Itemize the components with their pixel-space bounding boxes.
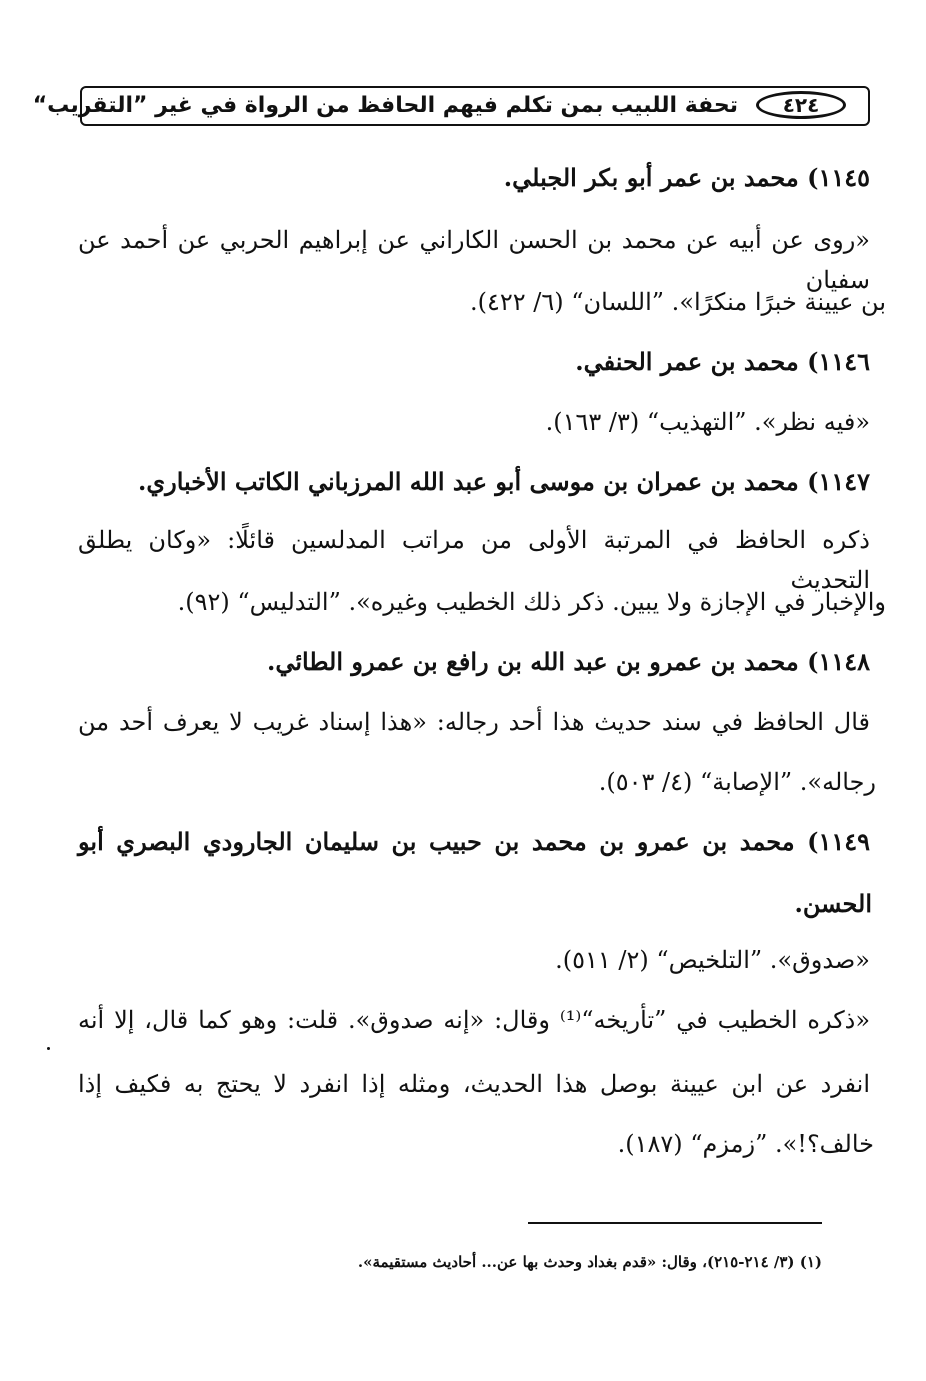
entry-1149-note-line-1: «ذكره الخطيب في ”تأريخه“⁽¹⁾ وقال: «إنه صدوق». قلت: وهو كما قال، إلا أنه [78, 1006, 871, 1034]
footnote-separator [528, 1222, 822, 1224]
entry-1149-note-line-3: خالف؟!». ”زمزم“ (١٨٧). [617, 1130, 874, 1158]
entry-1148-text-line-1: قال الحافظ في سند حديث هذا أحد رجاله: «هذا إسناد غريب لا يعرف أحد من [78, 708, 870, 736]
entry-1147-text-line-1: ذكره الحافظ في المرتبة الأولى من مراتب المدلسين قائلًا: «وكان يطلق التحديث [78, 526, 870, 594]
entry-1145-heading: ١١٤٥) محمد بن عمر أبو بكر الجبلي. [503, 163, 870, 192]
entry-1145-text-line-1: «روى عن أبيه عن محمد بن الحسن الكاراني عن إبراهيم الحربي عن أحمد عن سفيان [78, 226, 870, 294]
entry-1149-heading-line-2: الحسن. [794, 889, 872, 918]
footnote: (١) (٣/ ٢١٤-٢١٥)، وقال: «قدم بغداد وحدث بها عن... أحاديث مستقيمة». [357, 1253, 822, 1271]
entry-1145-text-line-2: بن عيينة خبرًا منكرًا». ”اللسان“ (٦/ ٤٢٢). [469, 288, 886, 316]
entry-1147-text-line-2: والإخبار في الإجازة ولا يبين. ذكر ذلك الخطيب وغيره». ”التدليس“ (٩٢). [177, 588, 886, 616]
entry-1149-note-line-2: انفرد عن ابن عيينة بوصل هذا الحديث، ومثله إذا انفرد لا يحتج به فكيف إذا [78, 1070, 870, 1098]
entry-1148-text-line-2: رجاله». ”الإصابة“ (٤/ ٥٠٣). [598, 768, 876, 796]
scan-speck [47, 1047, 50, 1050]
entry-1148-heading: ١١٤٨) محمد بن عمرو بن عبد الله بن رافع بن عمرو الطائي. [267, 647, 870, 676]
entry-1146-heading: ١١٤٦) محمد بن عمر الحنفي. [575, 347, 870, 376]
entry-1147-heading: ١١٤٧) محمد بن عمران بن موسى أبو عبد الله المرزباني الكاتب الأخباري. [138, 467, 870, 496]
entry-1146-text: «فيه نظر». ”التهذيب“ (٣/ ١٦٣). [545, 408, 870, 436]
entry-1149-text: «صدوق». ”التلخيص“ (٢/ ٥١١). [555, 946, 870, 974]
header-title: تحفة اللبيب بمن تكلم فيهم الحافظ من الرواة في غير ”التقريب“ [32, 93, 738, 118]
running-header [32, 86, 870, 126]
page-number: ٤٢٤ [756, 91, 846, 119]
entry-1149-heading-line-1: ١١٤٩) محمد بن عمرو بن محمد بن حبيب بن سليمان الجارودي البصري أبو [78, 827, 870, 856]
